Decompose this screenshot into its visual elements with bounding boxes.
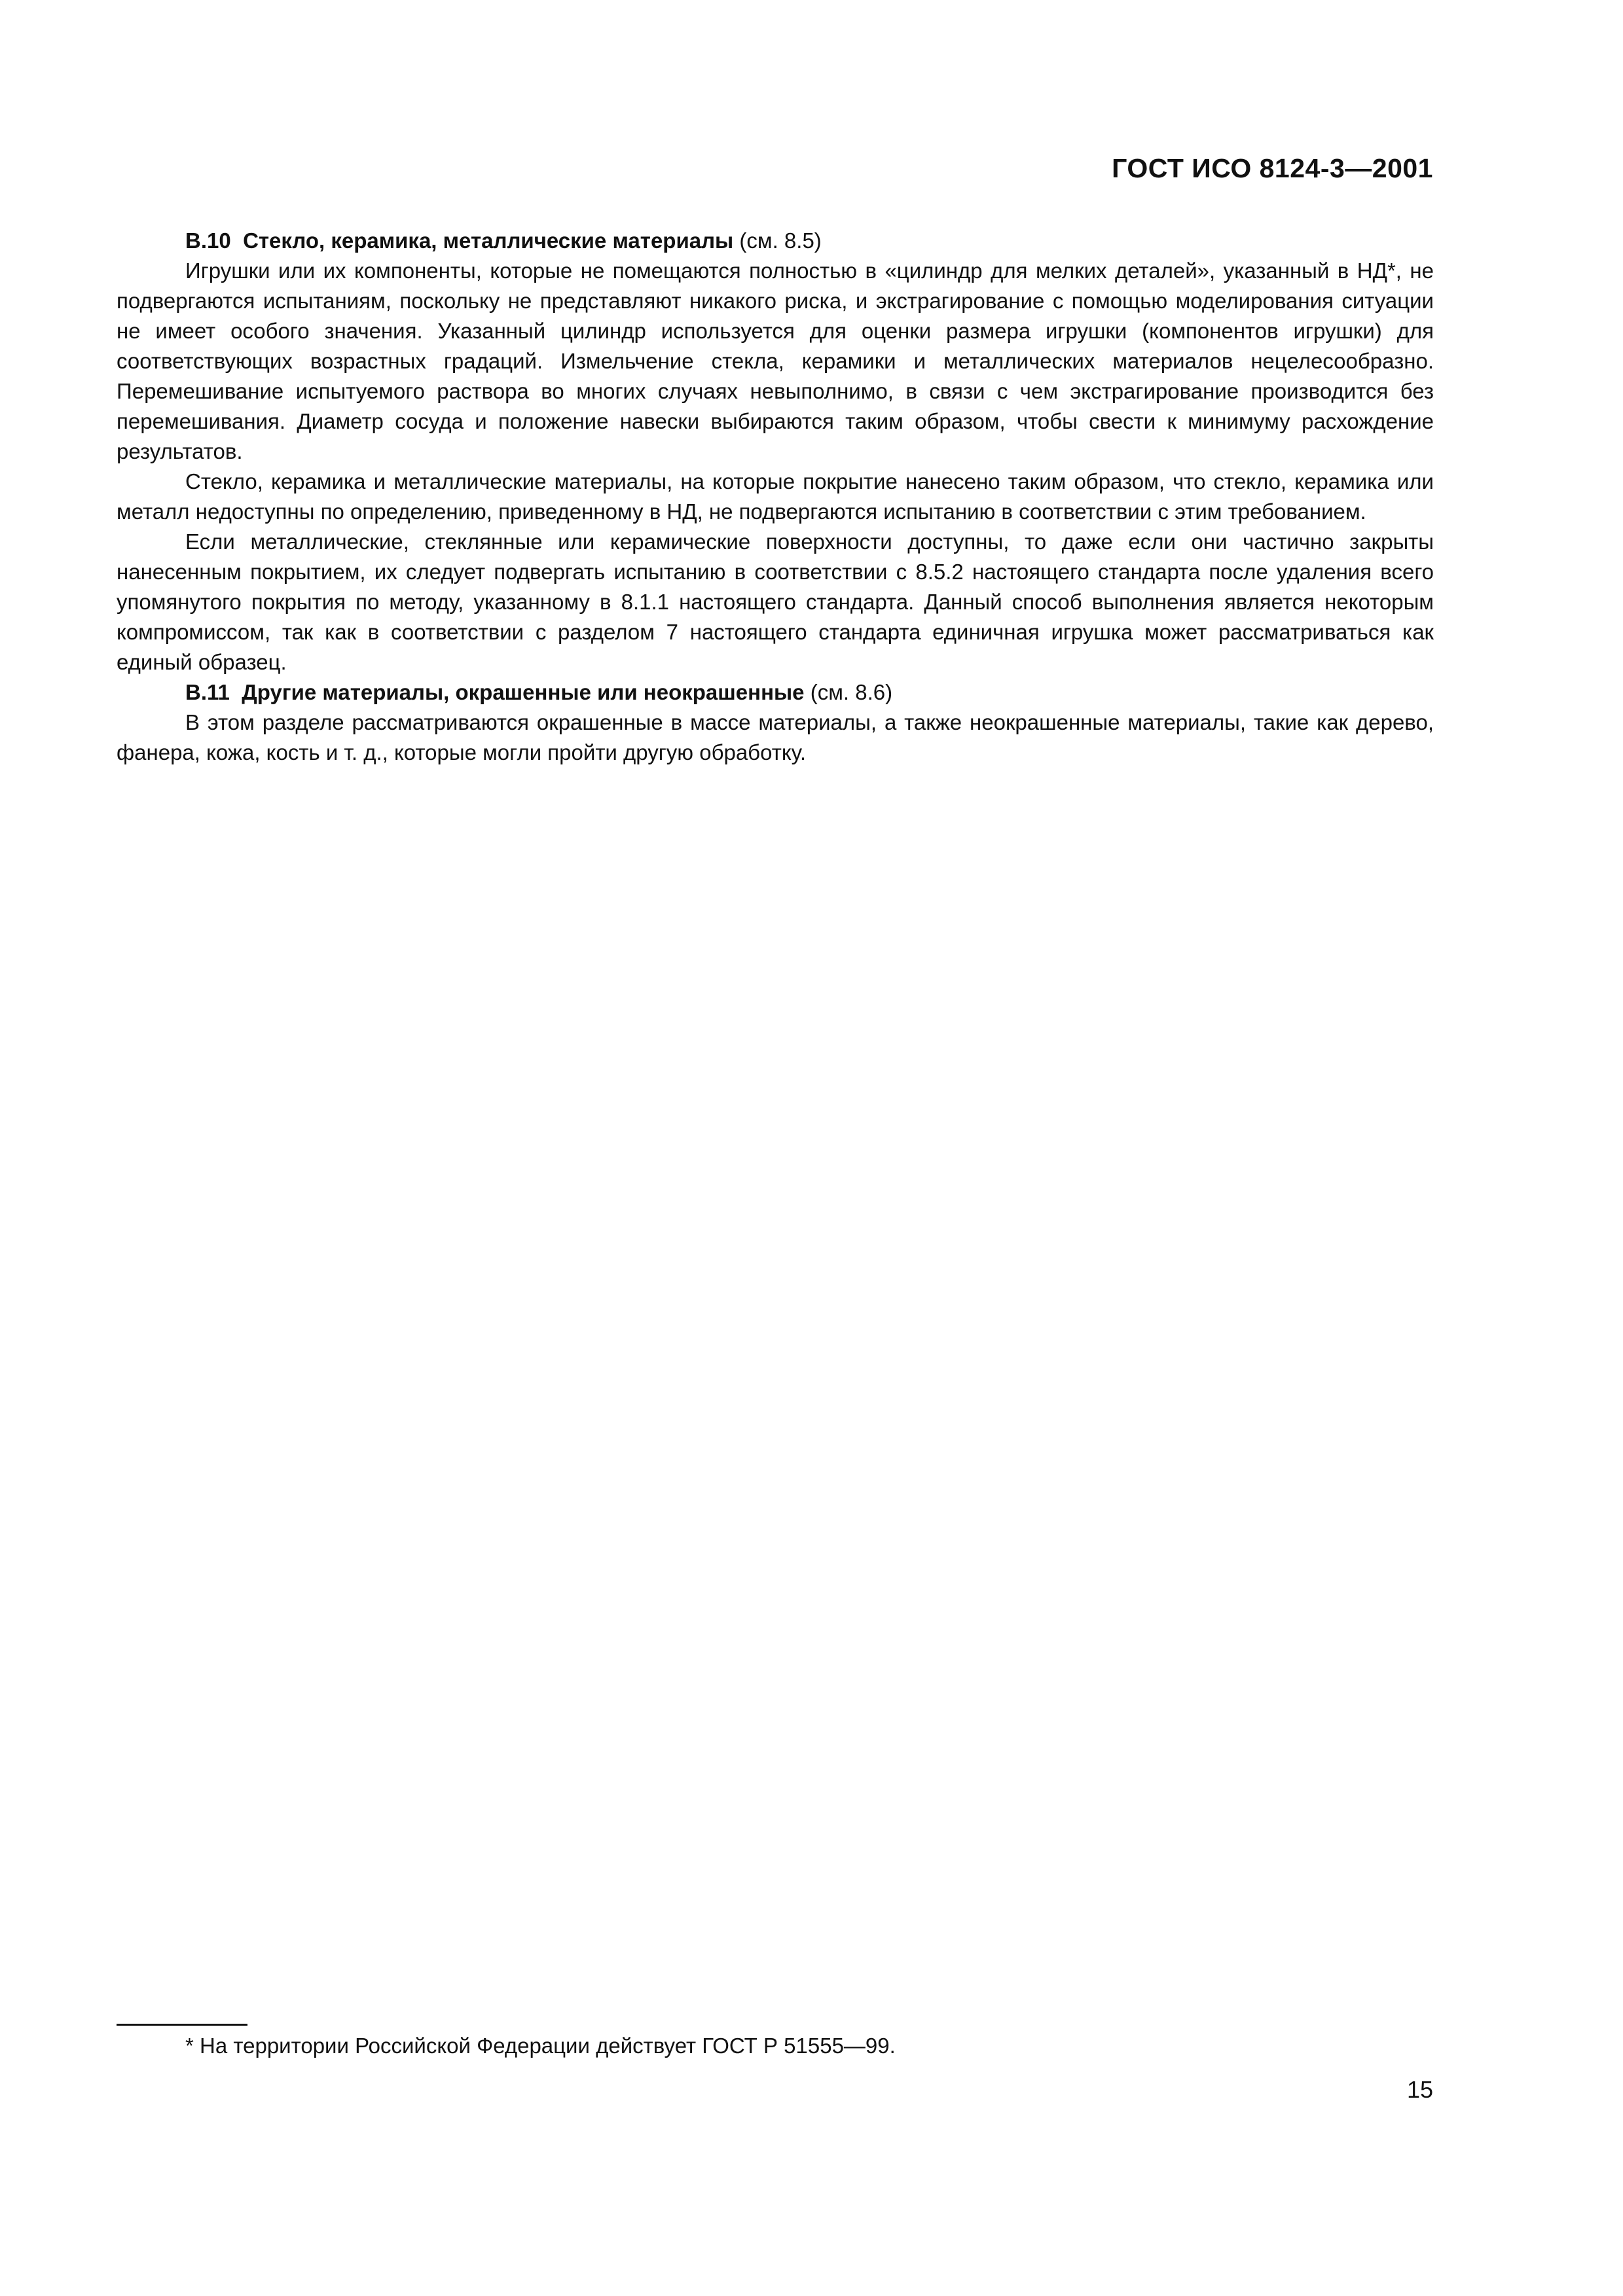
paragraph: Если металлические, стеклянные или керамические поверхности доступны, то даже если они частично закрыты нанесенным покрытием, их следует подвергать испытанию в соответствии с 8.5.2 настоящего стандарта после удаления всего упомянутого покрытия по методу, указанному в 8.1.1 настоящего стандарта. Данный способ выполнения является некоторым компромиссом, так как в соответствии с разделом 7 настоящего стандарта единичная игрушка может рассматриваться как единый образец.	[117, 529, 1434, 674]
section-heading-b10	[117, 226, 1434, 256]
document-body	[117, 226, 1434, 768]
section-reference: (см. 8.6)	[810, 680, 893, 704]
section-title: Другие материалы, окрашенные или неокрашенные	[242, 680, 805, 704]
footnote-divider	[117, 2024, 247, 2026]
section-reference: (см. 8.5)	[739, 228, 822, 253]
paragraph: Стекло, керамика и металлические материалы, на которые покрытие нанесено таким образом, что стекло, керамика или металл недоступны по определению, приведенному в НД, не подвергаются испытанию в соответствии с этим требованием.	[117, 469, 1434, 524]
section-title: Стекло, керамика, металлические материалы	[243, 228, 734, 253]
section-number: В.10	[185, 228, 231, 253]
paragraph: Игрушки или их компоненты, которые не помещаются полностью в «цилиндр для мелких деталей», указанный в НД*, не подвергаются испытаниям, поскольку не представляют никакого риска, и экстрагирование с помощью моделирования ситуации не имеет особого значения. Указанный цилиндр используется для оценки размера игрушки (компонентов игрушки) для соответствующих возрастных градаций. Измельчение стекла, керамики и металлических материалов нецелесообразно. Перемешивание испытуемого раствора во многих случаях невыполнимо, в связи с чем экстрагирование производится без перемешивания. Диаметр сосуда и положение навески выбираются таким образом, чтобы свести к минимуму расхождение результатов.	[117, 259, 1434, 463]
document-code-header: ГОСТ ИСО 8124-3—2001	[1112, 153, 1433, 183]
page-number: 15	[1406, 2076, 1433, 2103]
section-number: В.11	[185, 680, 230, 704]
footnote: * На территории Российской Федерации действует ГОСТ Р 51555—99.	[185, 2034, 896, 2058]
section-heading-b11	[117, 677, 1434, 708]
paragraph: В этом разделе рассматриваются окрашенные в массе материалы, а также неокрашенные материалы, такие как дерево, фанера, кожа, кость и т. д., которые могли пройти другую обработку.	[117, 710, 1434, 764]
